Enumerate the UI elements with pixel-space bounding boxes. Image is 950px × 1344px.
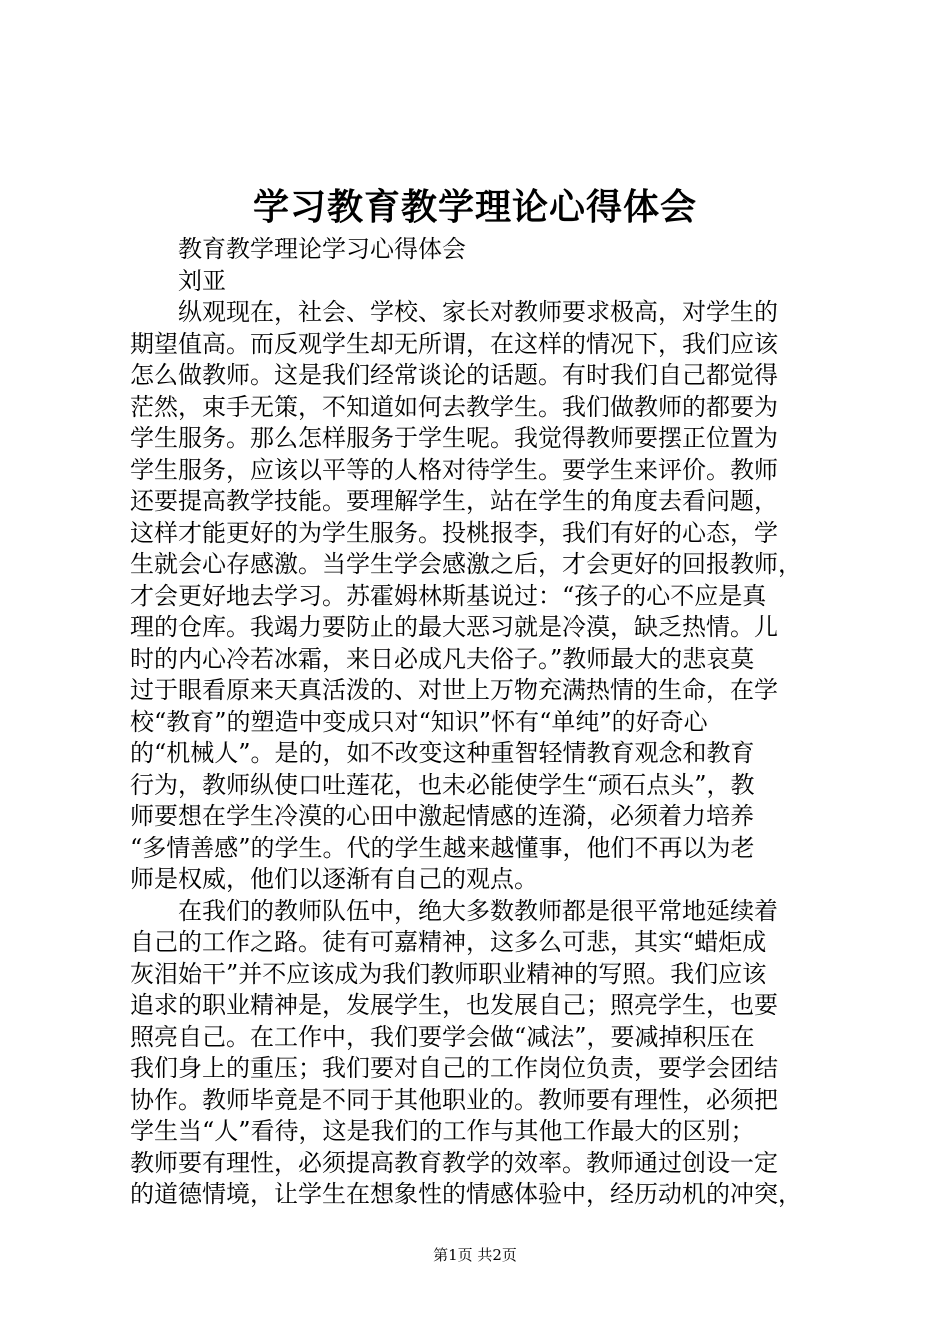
text-line: 理的仓库。我竭力要防止的最大恶习就是冷漠，缺乏热情。儿: [130, 613, 778, 641]
text-line: 灰泪始干”并不应该成为我们教师职业精神的写照。我们应该: [130, 959, 767, 988]
text-line: 师要想在学生冷漠的心田中激起情感的连漪，必须着力培养: [130, 802, 754, 830]
text-line: 教育教学理论学习心得体会: [178, 235, 466, 263]
text-line: 这样才能更好的为学生服务。投桃报李，我们有好的心态，学: [130, 518, 778, 547]
text-line: 刘亚: [178, 266, 226, 295]
text-line: 学生服务，应该以平等的人格对待学生。要学生来评价。教师: [130, 455, 778, 484]
text-line: 茫然，束手无策，不知道如何去教学生。我们做教师的都要为: [130, 392, 778, 421]
text-line: 我们身上的重压；我们要对自己的工作岗位负责，要学会团结: [130, 1054, 778, 1082]
text-line: 才会更好地去学习。苏霍姆林斯基说过：“孩子的心不应是真: [130, 581, 767, 610]
text-line: 还要提高教学技能。要理解学生，站在学生的角度去看问题，: [130, 487, 778, 515]
text-line: 的“机械人”。是的，如不改变这种重智轻情教育观念和教育: [130, 739, 755, 767]
text-line: 时的内心冷若冰霜，来日必成凡夫俗子。”教师最大的悲哀莫: [130, 644, 755, 673]
text-line: 教师要有理性，必须提高教育教学的效率。教师通过创设一定: [130, 1148, 778, 1177]
text-line: “多情善感”的学生。代的学生越来越懂事，他们不再以为老: [130, 833, 755, 862]
text-line: 期望值高。而反观学生却无所谓，在这样的情况下，我们应该: [130, 329, 778, 358]
text-line: 自己的工作之路。徒有可嘉精神，这多么可悲，其实“蜡炬成: [130, 928, 767, 956]
document-title: 学习教育教学理论心得体会: [252, 187, 697, 228]
text-line: 照亮自己。在工作中，我们要学会做“减法”，要减掉积压在: [130, 1022, 755, 1051]
text-line: 追求的职业精神是，发展学生，也发展自己；照亮学生，也要: [130, 991, 778, 1019]
document-body: [130, 234, 830, 1211]
text-line: 师是权威，他们以逐渐有自己的观点。: [130, 865, 538, 893]
text-line: 怎么做教师。这是我们经常谈论的话题。有时我们自己都觉得: [130, 361, 778, 389]
page-footer: 第1页 共2页: [433, 1246, 517, 1264]
text-line: 纵观现在，社会、学校、家长对教师要求极高，对学生的: [178, 298, 778, 326]
text-line: 生就会心存感激。当学生学会感激之后，才会更好的回报教师，: [130, 550, 802, 578]
text-line: 校“教育”的塑造中变成只对“知识”怀有“单纯”的好奇心: [130, 707, 708, 736]
text-line: 的道德情境，让学生在想象性的情感体验中，经历动机的冲突，: [130, 1180, 802, 1208]
text-line: 在我们的教师队伍中，绝大多数教师都是很平常地延续着: [178, 896, 778, 925]
text-line: 协作。教师毕竟是不同于其他职业的。教师要有理性，必须把: [130, 1085, 778, 1114]
text-line: 学生服务。那么怎样服务于学生呢。我觉得教师要摆正位置为: [130, 424, 778, 452]
text-line: 过于眼看原来天真活泼的、对世上万物充满热情的生命，在学: [130, 676, 778, 704]
text-line: 学生当“人”看待，这是我们的工作与其他工作最大的区别；: [130, 1117, 755, 1145]
text-line: 行为，教师纵使口吐莲花，也未必能使学生“顽石点头”，教: [130, 770, 755, 799]
